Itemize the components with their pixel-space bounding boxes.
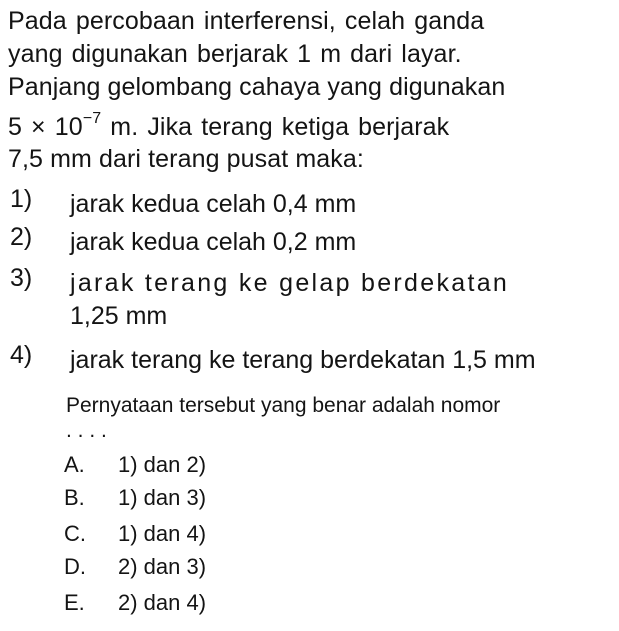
- statement-4-number: 4): [10, 341, 33, 369]
- stem-line-5: 7,5 mm dari terang pusat maka:: [8, 145, 364, 173]
- question-ellipsis: . . . .: [66, 419, 107, 442]
- statement-3-text: jarak terang ke gelap berdekatan: [70, 269, 510, 297]
- statement-3-text-cont: 1,25 mm: [70, 302, 168, 330]
- option-e-text: 2) dan 4): [118, 590, 207, 615]
- stem-line-4-rest: m. Jika terang ketiga berjarak: [101, 113, 450, 141]
- option-d-letter: D.: [64, 554, 86, 579]
- option-e-letter: E.: [64, 590, 85, 615]
- option-a-letter: A.: [64, 452, 85, 477]
- statement-3-number: 3): [10, 264, 33, 292]
- wavelength-coefficient: 5 × 10: [8, 113, 83, 141]
- option-c-text: 1) dan 4): [118, 521, 207, 546]
- option-c-letter: C.: [64, 521, 86, 546]
- option-a-text: 1) dan 2): [118, 452, 207, 477]
- stem-line-2: yang digunakan berjarak 1 m dari layar.: [8, 40, 462, 68]
- statement-4-text: jarak terang ke terang berdekatan 1,5 mm: [70, 346, 536, 374]
- option-d-text: 2) dan 3): [118, 554, 207, 579]
- statement-1-number: 1): [10, 185, 33, 213]
- wavelength-exponent: −7: [82, 110, 102, 127]
- stem-line-3: Panjang gelombang cahaya yang digunakan: [8, 73, 506, 101]
- option-b-text: 1) dan 3): [118, 485, 207, 510]
- statement-2-number: 2): [10, 223, 33, 251]
- question-prompt: Pernyataan tersebut yang benar adalah nomor: [66, 394, 501, 417]
- statement-1-text: jarak kedua celah 0,4 mm: [70, 190, 357, 218]
- stem-line-1: Pada percobaan interferensi, celah ganda: [8, 7, 485, 35]
- stem-line-4: [8, 112, 449, 146]
- option-b-letter: B.: [64, 485, 85, 510]
- statement-2-text: jarak kedua celah 0,2 mm: [70, 228, 357, 256]
